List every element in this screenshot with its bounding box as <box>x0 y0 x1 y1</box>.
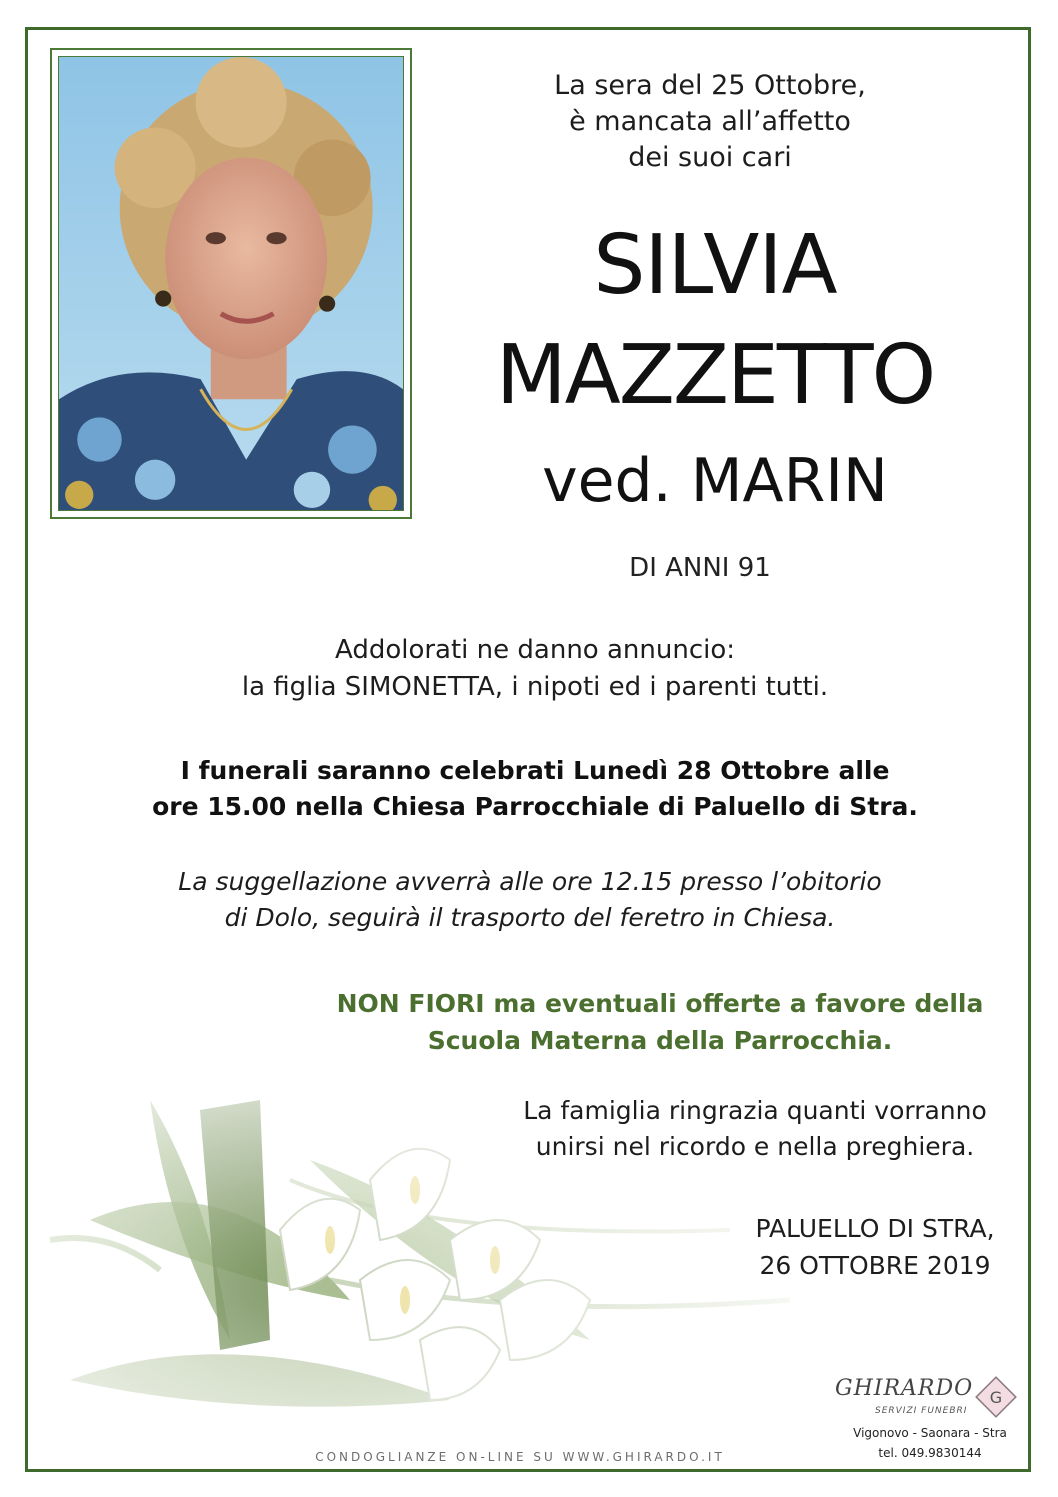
funeral-info <box>120 753 950 825</box>
sealing-line-2: di Dolo, seguirà il trasporto del feretro in Chiesa. <box>224 903 836 932</box>
place: PALUELLO DI STRA, <box>755 1214 995 1243</box>
announcement <box>180 632 890 706</box>
sealing-line-1: La suggellazione avverrà alle ore 12.15 presso l’obitorio <box>178 867 882 896</box>
funeral-line-1: I funerali saranno celebrati Lunedì 28 Ottobre alle <box>180 756 890 785</box>
portrait-frame <box>50 48 412 519</box>
last-name: MAZZETTO <box>495 328 935 423</box>
thanks-line-1: La famiglia ringrazia quanti vorranno <box>523 1096 987 1125</box>
no-flowers-line-1: NON FIORI ma eventuali offerte a favore della <box>336 989 984 1018</box>
intro-line-3: dei suoi cari <box>628 142 792 173</box>
intro-text <box>500 68 920 176</box>
first-name: SILVIA <box>593 218 837 313</box>
funeral-home-name: GHIRARDO <box>835 1376 974 1401</box>
funeral-home-phone: tel. 049.9830144 <box>878 1446 982 1460</box>
sealing-info <box>120 864 940 936</box>
funeral-home-subtitle: SERVIZI FUNEBRI <box>875 1406 968 1416</box>
funeral-line-2: ore 15.00 nella Chiesa Parrocchiale di Paluello di Stra. <box>152 792 918 821</box>
age: DI ANNI 91 <box>629 553 771 583</box>
ghirardo-diamond-icon <box>975 1376 1017 1418</box>
svg-text:G: G <box>989 1388 1003 1407</box>
announcement-line-1: Addolorati ne danno annuncio: <box>334 635 736 665</box>
thanks-text <box>480 1093 1030 1165</box>
condolences-link[interactable]: CONDOGLIANZE ON-LINE SU WWW.GHIRARDO.IT <box>315 1450 725 1464</box>
intro-line-2: è mancata all’affetto <box>569 106 851 137</box>
intro-line-1: La sera del 25 Ottobre, <box>554 70 866 101</box>
no-flowers-note <box>300 985 1020 1059</box>
portrait-photo <box>58 56 404 511</box>
widow-of: ved. MARIN <box>542 446 888 516</box>
date: 26 OTTOBRE 2019 <box>759 1251 991 1280</box>
thanks-line-2: unirsi nel ricordo e nella preghiera. <box>535 1132 975 1161</box>
no-flowers-line-2: Scuola Materna della Parrocchia. <box>427 1026 893 1055</box>
funeral-home-places: Vigonovo - Saonara - Stra <box>853 1426 1007 1440</box>
announcement-line-2: la figlia SIMONETTA, i nipoti ed i parenti tutti. <box>241 672 829 702</box>
funeral-home-logo <box>835 1376 1025 1466</box>
place-and-date <box>730 1210 1020 1284</box>
